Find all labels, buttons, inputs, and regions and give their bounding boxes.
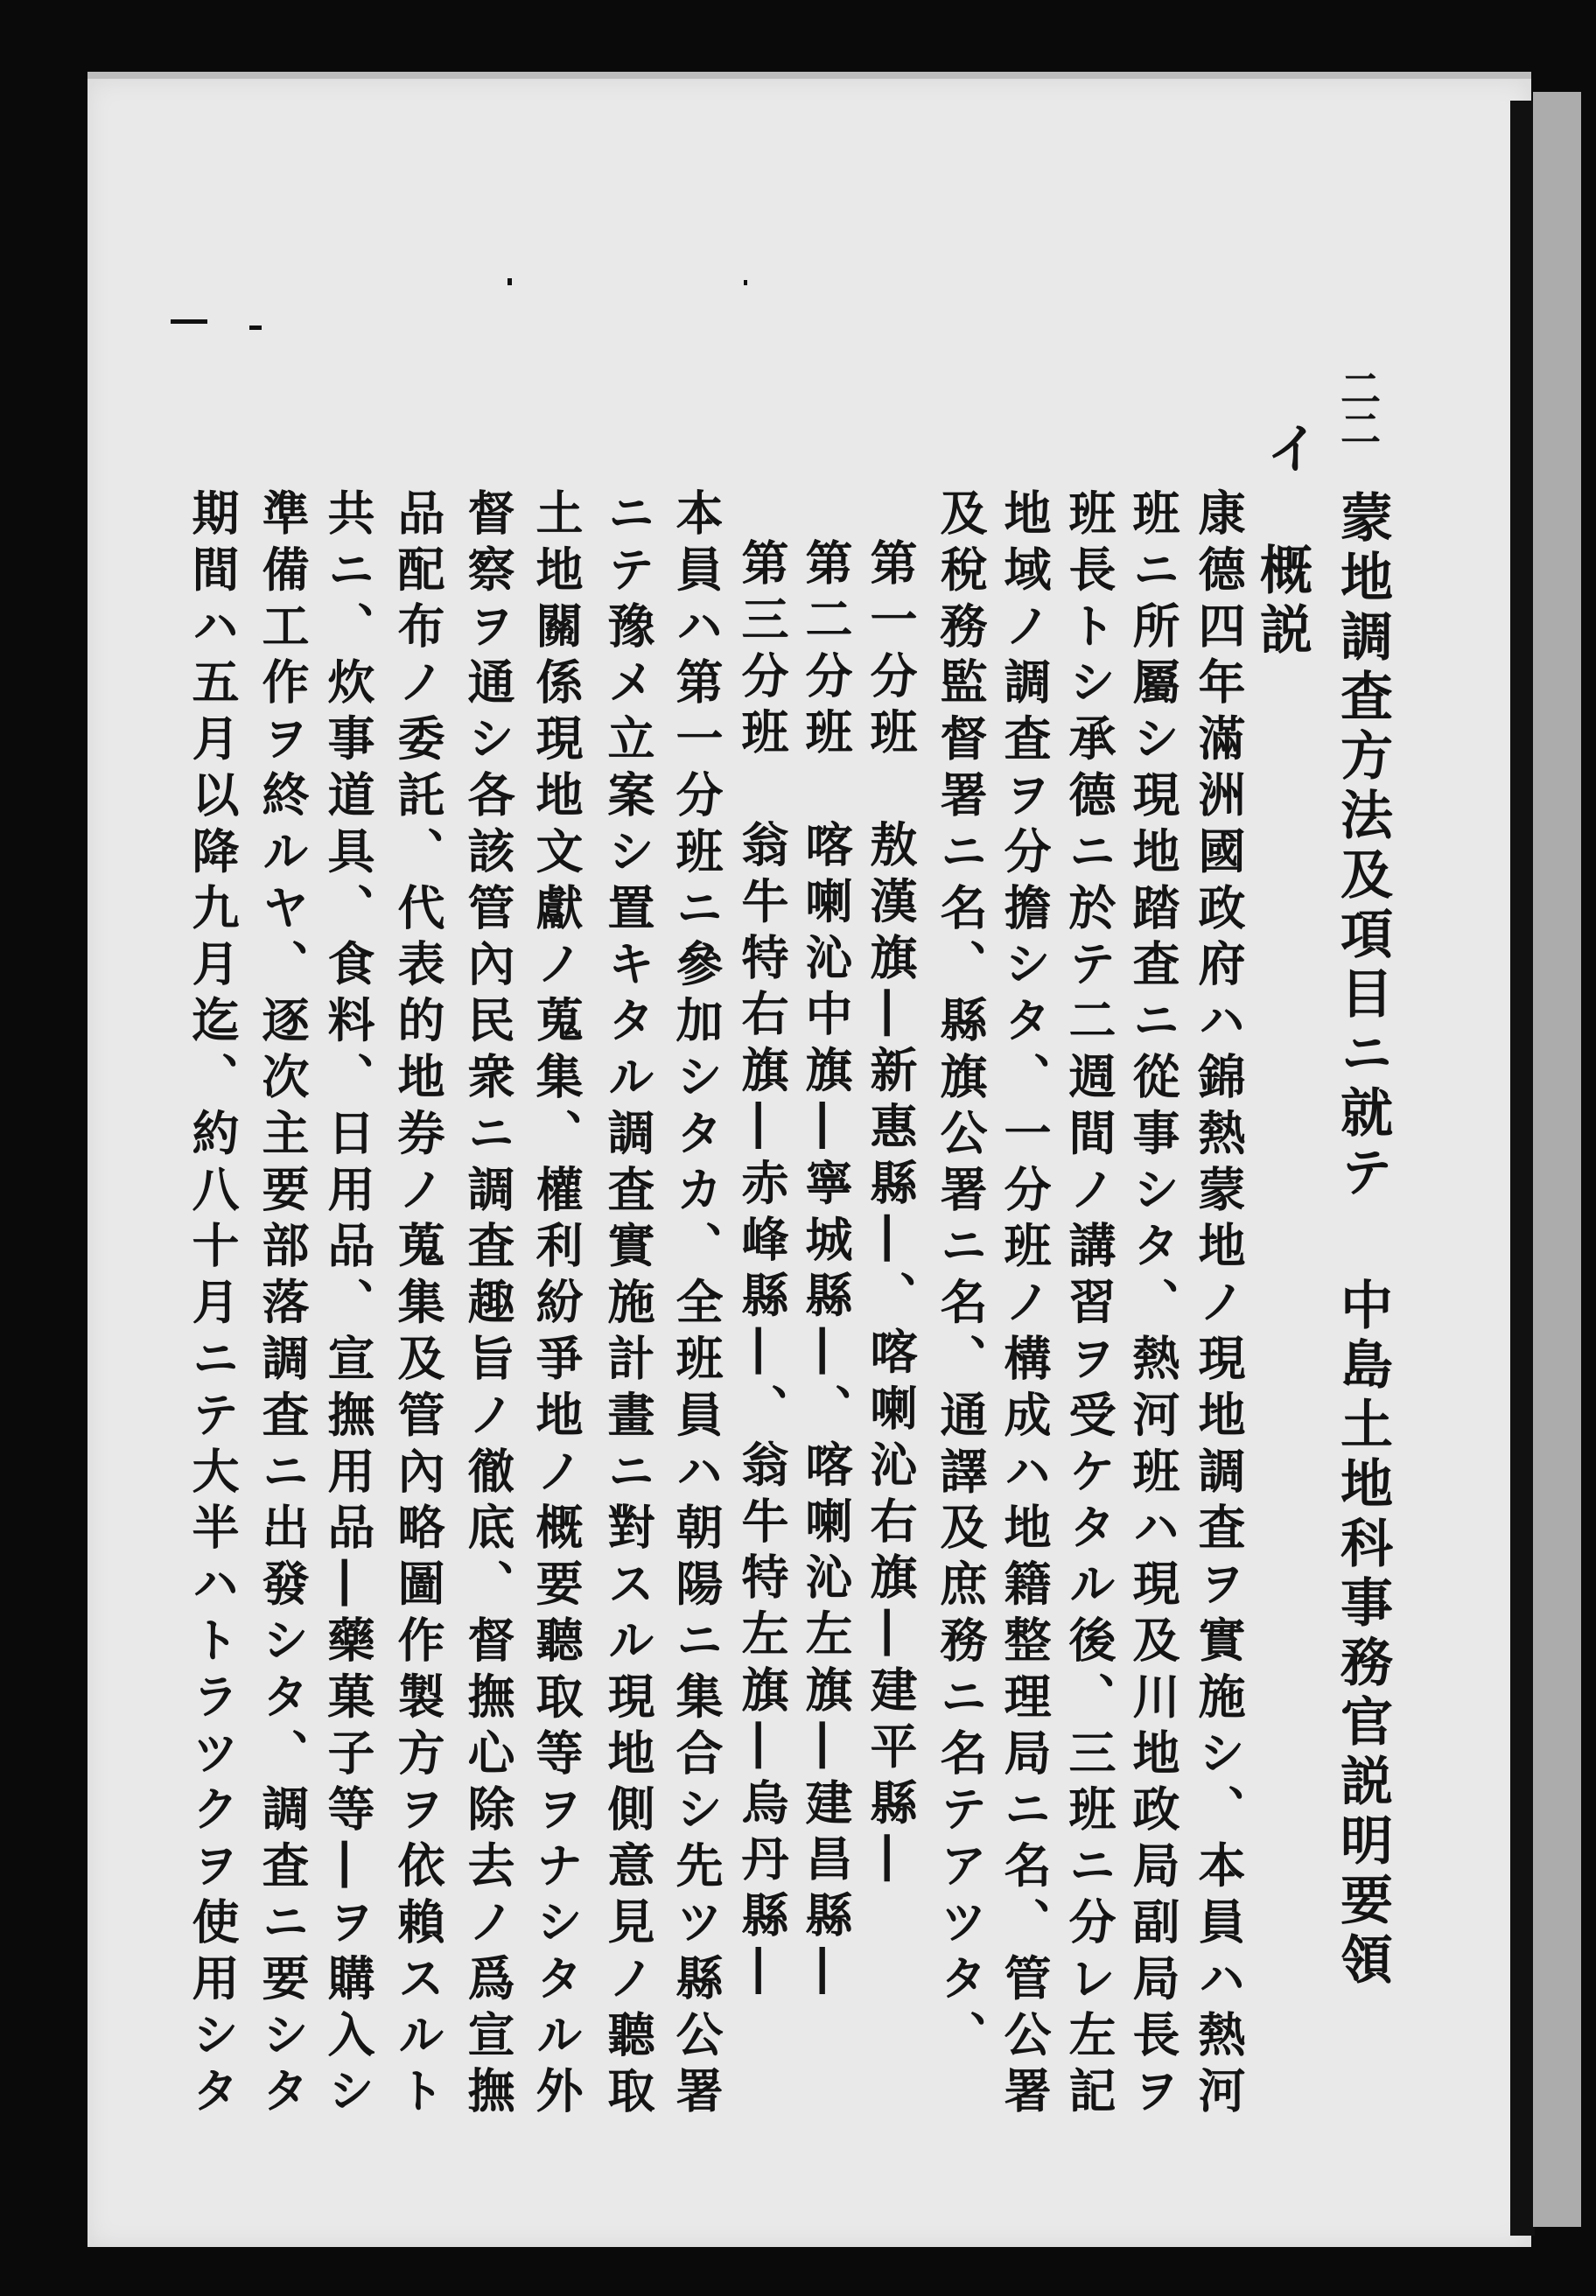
text-line: ニテ豫メ立案シ置キタル調査實施計畫ニ對スル現地側意見ノ聽取: [600, 488, 656, 2123]
text-line: 準備工作ヲ終ルヤ、逐次主要部落調査ニ出發シタ、調査ニ要シタ: [255, 488, 311, 2123]
text-line: 班ニ所屬シ現地踏査ニ從事シタ、熱河班ハ現及川地政局副局長ヲ: [1125, 488, 1181, 2123]
page-number: 二二: [1334, 368, 1382, 448]
scan-mark: [508, 278, 512, 285]
section-heading: 概説: [1251, 542, 1312, 662]
document-title: 蒙地調査方法及項目ニ就テ: [1332, 490, 1393, 1204]
page-edge-shadow: [1510, 101, 1535, 2236]
text-line: 本員ハ第一分班ニ參加シタカ、全班員ハ朝陽ニ集合シ先ツ縣公署: [668, 488, 724, 2123]
margin-mark: イ: [1256, 420, 1320, 474]
adjacent-page-strip: [1533, 92, 1581, 2227]
text-line: 第三分班 翁牛特右旗―赤峰縣―、翁牛特左旗―烏丹縣―: [734, 538, 790, 2004]
scan-mark: [249, 326, 262, 330]
text-line: 土地關係現地文獻ノ蒐集、權利紛爭地ノ概要聽取等ヲナシタル外: [528, 488, 584, 2123]
text-line: 督察ヲ通シ各該管內民衆ニ調査趣旨ノ徹底、督撫心除去ノ爲宣撫: [460, 488, 516, 2123]
text-line: 地域ノ調査ヲ分擔シタ、一分班ノ構成ハ地籍整理局ニ名、管公署: [997, 488, 1053, 2123]
text-line: 康德四年滿洲國政府ハ錦熱蒙地ノ現地調査ヲ實施シ、本員ハ熱河: [1191, 488, 1247, 2123]
author-line: 中島土地科事務官説明要領: [1332, 1278, 1393, 1992]
text-line: 及稅務監督署ニ名、縣旗公署ニ名、通譯及庶務ニ名テアツタ、: [933, 488, 989, 2067]
scan-mark: [744, 280, 747, 285]
text-line: 第二分班 喀喇沁中旗―寧城縣―、喀喇沁左旗―建昌縣―: [798, 538, 854, 2004]
text-line: 品配布ノ委託、代表的地券ノ蒐集及管內略圖作製方ヲ依賴スルト: [390, 488, 446, 2123]
scan-mark: [171, 319, 207, 324]
text-line: 共ニ、炊事道具、食料、日用品、宣撫用品―藥菓子等―ヲ購入シ: [320, 488, 376, 2123]
text-line: 期間ハ五月以降九月迄、約八十月ニテ大半ハトラツクヲ使用シタ: [185, 488, 241, 2123]
text-line: 班長トシ承德ニ於テ二週間ノ講習ヲ受ケタル後、三班ニ分レ左記: [1061, 488, 1117, 2123]
text-line: 第一分班 敖漢旗―新惠縣―、喀喇沁右旗―建平縣―: [863, 538, 919, 1891]
